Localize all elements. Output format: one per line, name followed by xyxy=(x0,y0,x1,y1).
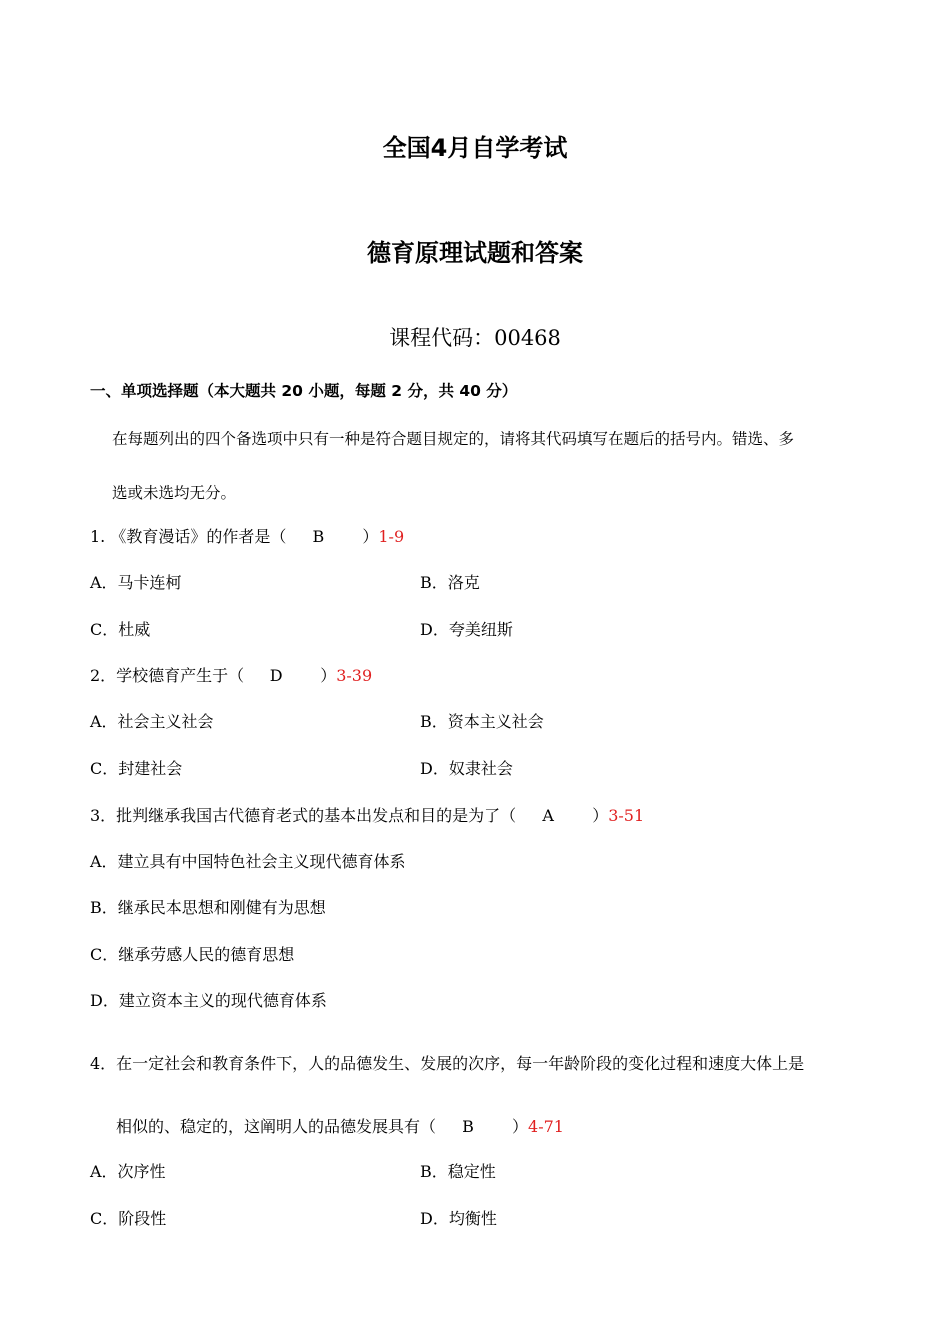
section-heading: 一、单项选择题（本大题共 20 小题，每题 2 分，共 40 分） xyxy=(90,382,518,400)
question-2-stem: 2．学校德育产生于（ xyxy=(90,666,245,685)
question-4-option-a: A．次序性 xyxy=(90,1162,166,1181)
question-1-option-d: D．夸美纽斯 xyxy=(420,620,513,639)
question-1-option-c: C．杜威 xyxy=(90,620,151,639)
question-3-answer: A xyxy=(542,806,554,825)
question-4-close: ） xyxy=(512,1117,529,1136)
document-title: 全国4月自学考试 xyxy=(382,134,568,162)
question-3 xyxy=(90,803,644,826)
question-3-option-d: D．建立资本主义的现代德育体系 xyxy=(90,991,327,1010)
question-4-ref: 4-71 xyxy=(528,1117,564,1136)
question-4-option-d: D．均衡性 xyxy=(420,1209,497,1228)
question-4-option-c: C．阶段性 xyxy=(90,1209,167,1228)
section-instruction-line1: 在每题列出的四个备选项中只有一种是符合题目规定的，请将其代码填写在题后的括号内。错选、多 xyxy=(112,430,795,448)
question-3-ref: 3-51 xyxy=(608,806,645,825)
question-1-stem: 1. 《教育漫话》的作者是（ xyxy=(90,527,287,546)
question-2 xyxy=(90,663,372,686)
question-2-answer: D xyxy=(269,666,283,685)
question-1-ref: 1-9 xyxy=(378,527,405,546)
question-2-option-b: B．资本主义社会 xyxy=(420,712,544,731)
question-4-stem-line1: 4．在一定社会和教育条件下，人的品德发生、发展的次序，每一年龄阶段的变化过程和速度大体上是 xyxy=(90,1054,805,1073)
question-1-answer: B xyxy=(312,527,325,546)
question-2-option-a: A．社会主义社会 xyxy=(90,712,214,731)
question-3-option-c: C．继承劳感人民的德育思想 xyxy=(90,945,295,964)
question-4-answer: B xyxy=(462,1117,474,1136)
question-4-stem-line2: 相似的、稳定的，这阐明人的品德发展具有（ xyxy=(116,1117,437,1136)
section-instruction-line2: 选或未选均无分。 xyxy=(112,484,237,502)
question-4-option-b: B．稳定性 xyxy=(420,1162,496,1181)
question-4 xyxy=(116,1114,564,1137)
question-1-option-a: A．马卡连柯 xyxy=(90,573,182,592)
question-2-option-c: C．封建社会 xyxy=(90,759,183,778)
question-1-option-b: B．洛克 xyxy=(420,573,480,592)
course-code: 课程代码：00468 xyxy=(389,326,561,350)
question-3-option-b: B．继承民本思想和刚健有为思想 xyxy=(90,898,326,917)
question-3-stem: 3．批判继承我国古代德育老式的基本出发点和目的是为了（ xyxy=(90,806,517,825)
question-3-option-a: A．建立具有中国特色社会主义现代德育体系 xyxy=(90,852,406,871)
document-subtitle: 德育原理试题和答案 xyxy=(367,239,583,267)
question-2-close: ） xyxy=(320,666,337,685)
question-1-close: ） xyxy=(362,527,379,546)
question-1 xyxy=(90,524,404,547)
question-3-close: ） xyxy=(592,806,609,825)
question-2-option-d: D．奴隶社会 xyxy=(420,759,513,778)
question-2-ref: 3-39 xyxy=(336,666,373,685)
